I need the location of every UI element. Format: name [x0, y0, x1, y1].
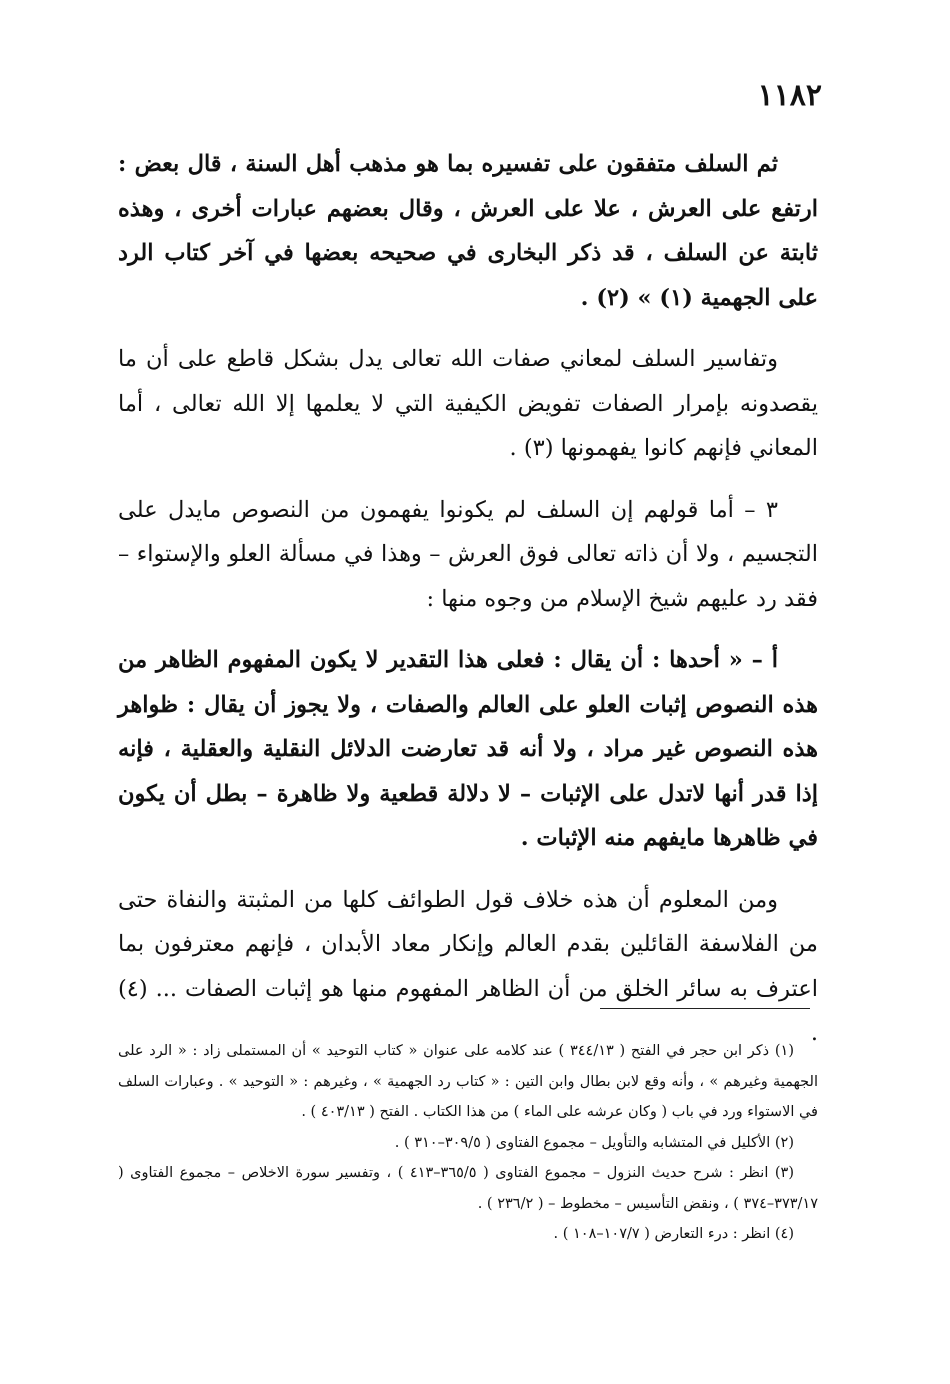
- footnote-3: (٣) انظر : شرح حديث النزول – مجموع الفتاوى ( ٣٦٥/٥–٤١٣ ) ، وتفسير سورة الاخلاص – مجموع الفتاوى ( ٣٧٣/١٧–٣٧٤ ) ، ونقض التأسيس – مخطوط – ( ٢٣٦/٢ ) .: [118, 1165, 818, 1212]
- paragraph-known-opinion: ومن المعلوم أن هذه خلاف قول الطوائف كلها من المثبتة والنفاة حتى من الفلاسفة القائلين بقدم العالم وإنكار معاد الأبدان ، فإنهم معترفون بما اعترف به سائر الخلق من أن الظاهر المفهوم منها هو إثبات الصفات ... (٤) .: [118, 886, 818, 1046]
- paragraph-salaf-interpretations: وتفاسير السلف لمعاني صفات الله تعالى يدل بشكل قاطع على أن ما يقصدونه بإمرار الصفات تفويض الكيفية التي لا يعلمها إلا الله تعالى ، أما المعاني فإنهم كانوا يفهمونها (٣) .: [118, 346, 818, 461]
- footnote-divider: [600, 1008, 810, 1009]
- footnote-4: (٤) انظر : درء التعارض ( ١٠٧/٧–١٠٨ ) .: [553, 1226, 794, 1242]
- page-number: ١١٨٢: [757, 78, 822, 113]
- footnote-1: (١) ذكر ابن حجر في الفتح ( ٣٤٤/١٣ ) عند كلامه على عنوان « كتاب التوحيد » أن المستملى زاد : « الرد على الجهمية وغيرهم » ، وأنه وقع لابن بطال وابن التين : « كتاب رد الجهمية » ، وغيرهم : « التوحيد » . وعبارات السلف في الاستواء ورد في باب ( وكان عرشه على الماء ) من هذا الكتاب . الفتح ( ٤٠٣/١٣ ) .: [118, 1043, 818, 1120]
- footnote-2: (٢) الأكليل في المتشابه والتأويل – مجموع الفتاوى ( ٣٠٩/٥–٣١٠ ) .: [394, 1134, 794, 1151]
- main-text: [118, 142, 818, 1073]
- footnotes: [118, 1036, 818, 1250]
- paragraph-point-three: ٣ – أما قولهم إن السلف لم يكونوا يفهمون من النصوص مايدل على التجسيم ، ولا أن ذاته تعالى فوق العرش – وهذا في مسألة العلو والإستواء – فقد رد عليهم شيخ الإسلام من وجوه منها :: [118, 496, 818, 612]
- paragraph-first-response: أ – « أحدها : أن يقال : فعلى هذا التقدير لا يكون المفهوم الظاهر من هذه النصوص إثبات العلو على العالم والصفات ، ولا يجوز أن يقال : ظواهر هذه النصوص غير مراد ، ولا أنه قد تعارضت الدلائل النقلية والعقلية ، فإنه إذا قدر أنها لاتدل على الإثبات – لا دلالة قطعية ولا ظاهرة – بطل أن يكون في ظاهرها مايفهم منه الإثبات .: [118, 647, 818, 851]
- paragraph-salaf-agreement: ثم السلف متفقون على تفسيره بما هو مذهب أهل السنة ، قال بعض : ارتفع على العرش ، علا على العرش ، وقال بعضهم عبارات أخرى ، وهذه ثابتة عن السلف ، قد ذكر البخارى في صحيحه بعضها في آخر كتاب الرد على الجهمية (١) » (٢) .: [118, 151, 818, 311]
